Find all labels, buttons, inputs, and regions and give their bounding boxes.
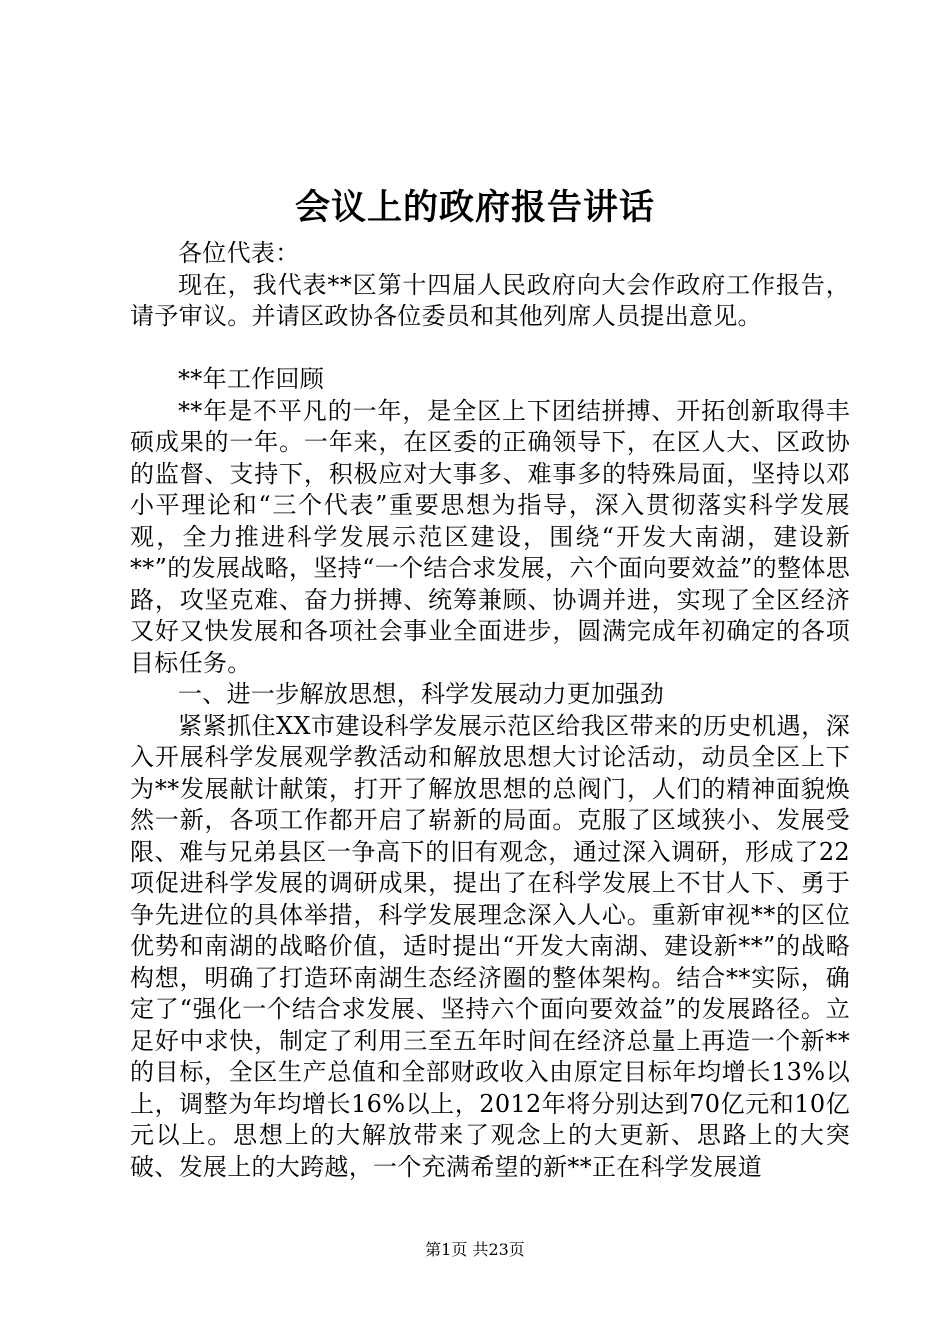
paragraph-section-one: 紧紧抓住XX市建设科学发展示范区给我区带来的历史机遇，深入开展科学发展观学教活动和解放思想大讨论活动，动员全区上下为**发展献计献策，打开了解放思想的总阀门，人们的精神面貌焕然一新，各项工作都开启了崭新的局面。克服了区域狭小、发展受限、难与兄弟县区一争高下的旧有观念，通过深入调研，形成了22项促进科学发展的调研成果，提出了在科学发展上不甘人下、勇于争先进位的具体举措，科学发展理念深入人心。重新审视**的区位优势和南湖的战略价值，适时提出“开发大南湖、建设新**”的战略构想，明确了打造环南湖生态经济圈的整体架构。结合**实际，确定了“强化一个结合求发展、坚持六个面向要效益”的发展路径。立足好中求快，制定了利用三至五年时间在经济总量上再造一个新**的目标，全区生产总值和全部财政收入由原定目标年均增长13%以上，调整为年均增长16%以上，2012年将分别达到70亿元和10亿元以上。思想上的大解放带来了观念上的大更新、思路上的大突破、发展上的大跨越，一个充满希望的新**正在科学发展道 bbox=[130, 711, 850, 1181]
page-footer: 第1页 共23页 bbox=[425, 1240, 525, 1259]
paragraph-review: **年是不平凡的一年，是全区上下团结拼搏、开拓创新取得丰硕成果的一年。一年来，在区委的正确领导下，在区人大、区政协的监督、支持下，积极应对大事多、难事多的特殊局面，坚持以邓小平理论和“三个代表”重要思想为指导，深入贯彻落实科学发展观，全力推进科学发展示范区建设，围绕“开发大南湖，建设新**”的发展战略，坚持“一个结合求发展，六个面向要效益”的整体思路，攻坚克难、奋力拼搏、统筹兼顾、协调并进，实现了全区经济又好又快发展和各项社会事业全面进步，圆满完成年初确定的各项目标任务。 bbox=[130, 396, 850, 677]
section-heading-review: **年工作回顾 bbox=[178, 365, 325, 393]
document-body bbox=[130, 238, 850, 1183]
document-title: 会议上的政府报告讲话 bbox=[294, 187, 655, 228]
paragraph-opening: 现在，我代表**区第十四届人民政府向大会作政府工作报告，请予审议。并请区政协各位委员和其他列席人员提出意见。 bbox=[130, 270, 850, 330]
section-heading-one: 一、进一步解放思想，科学发展动力更加强劲 bbox=[178, 680, 664, 708]
paragraph-salutation: 各位代表： bbox=[178, 239, 300, 267]
